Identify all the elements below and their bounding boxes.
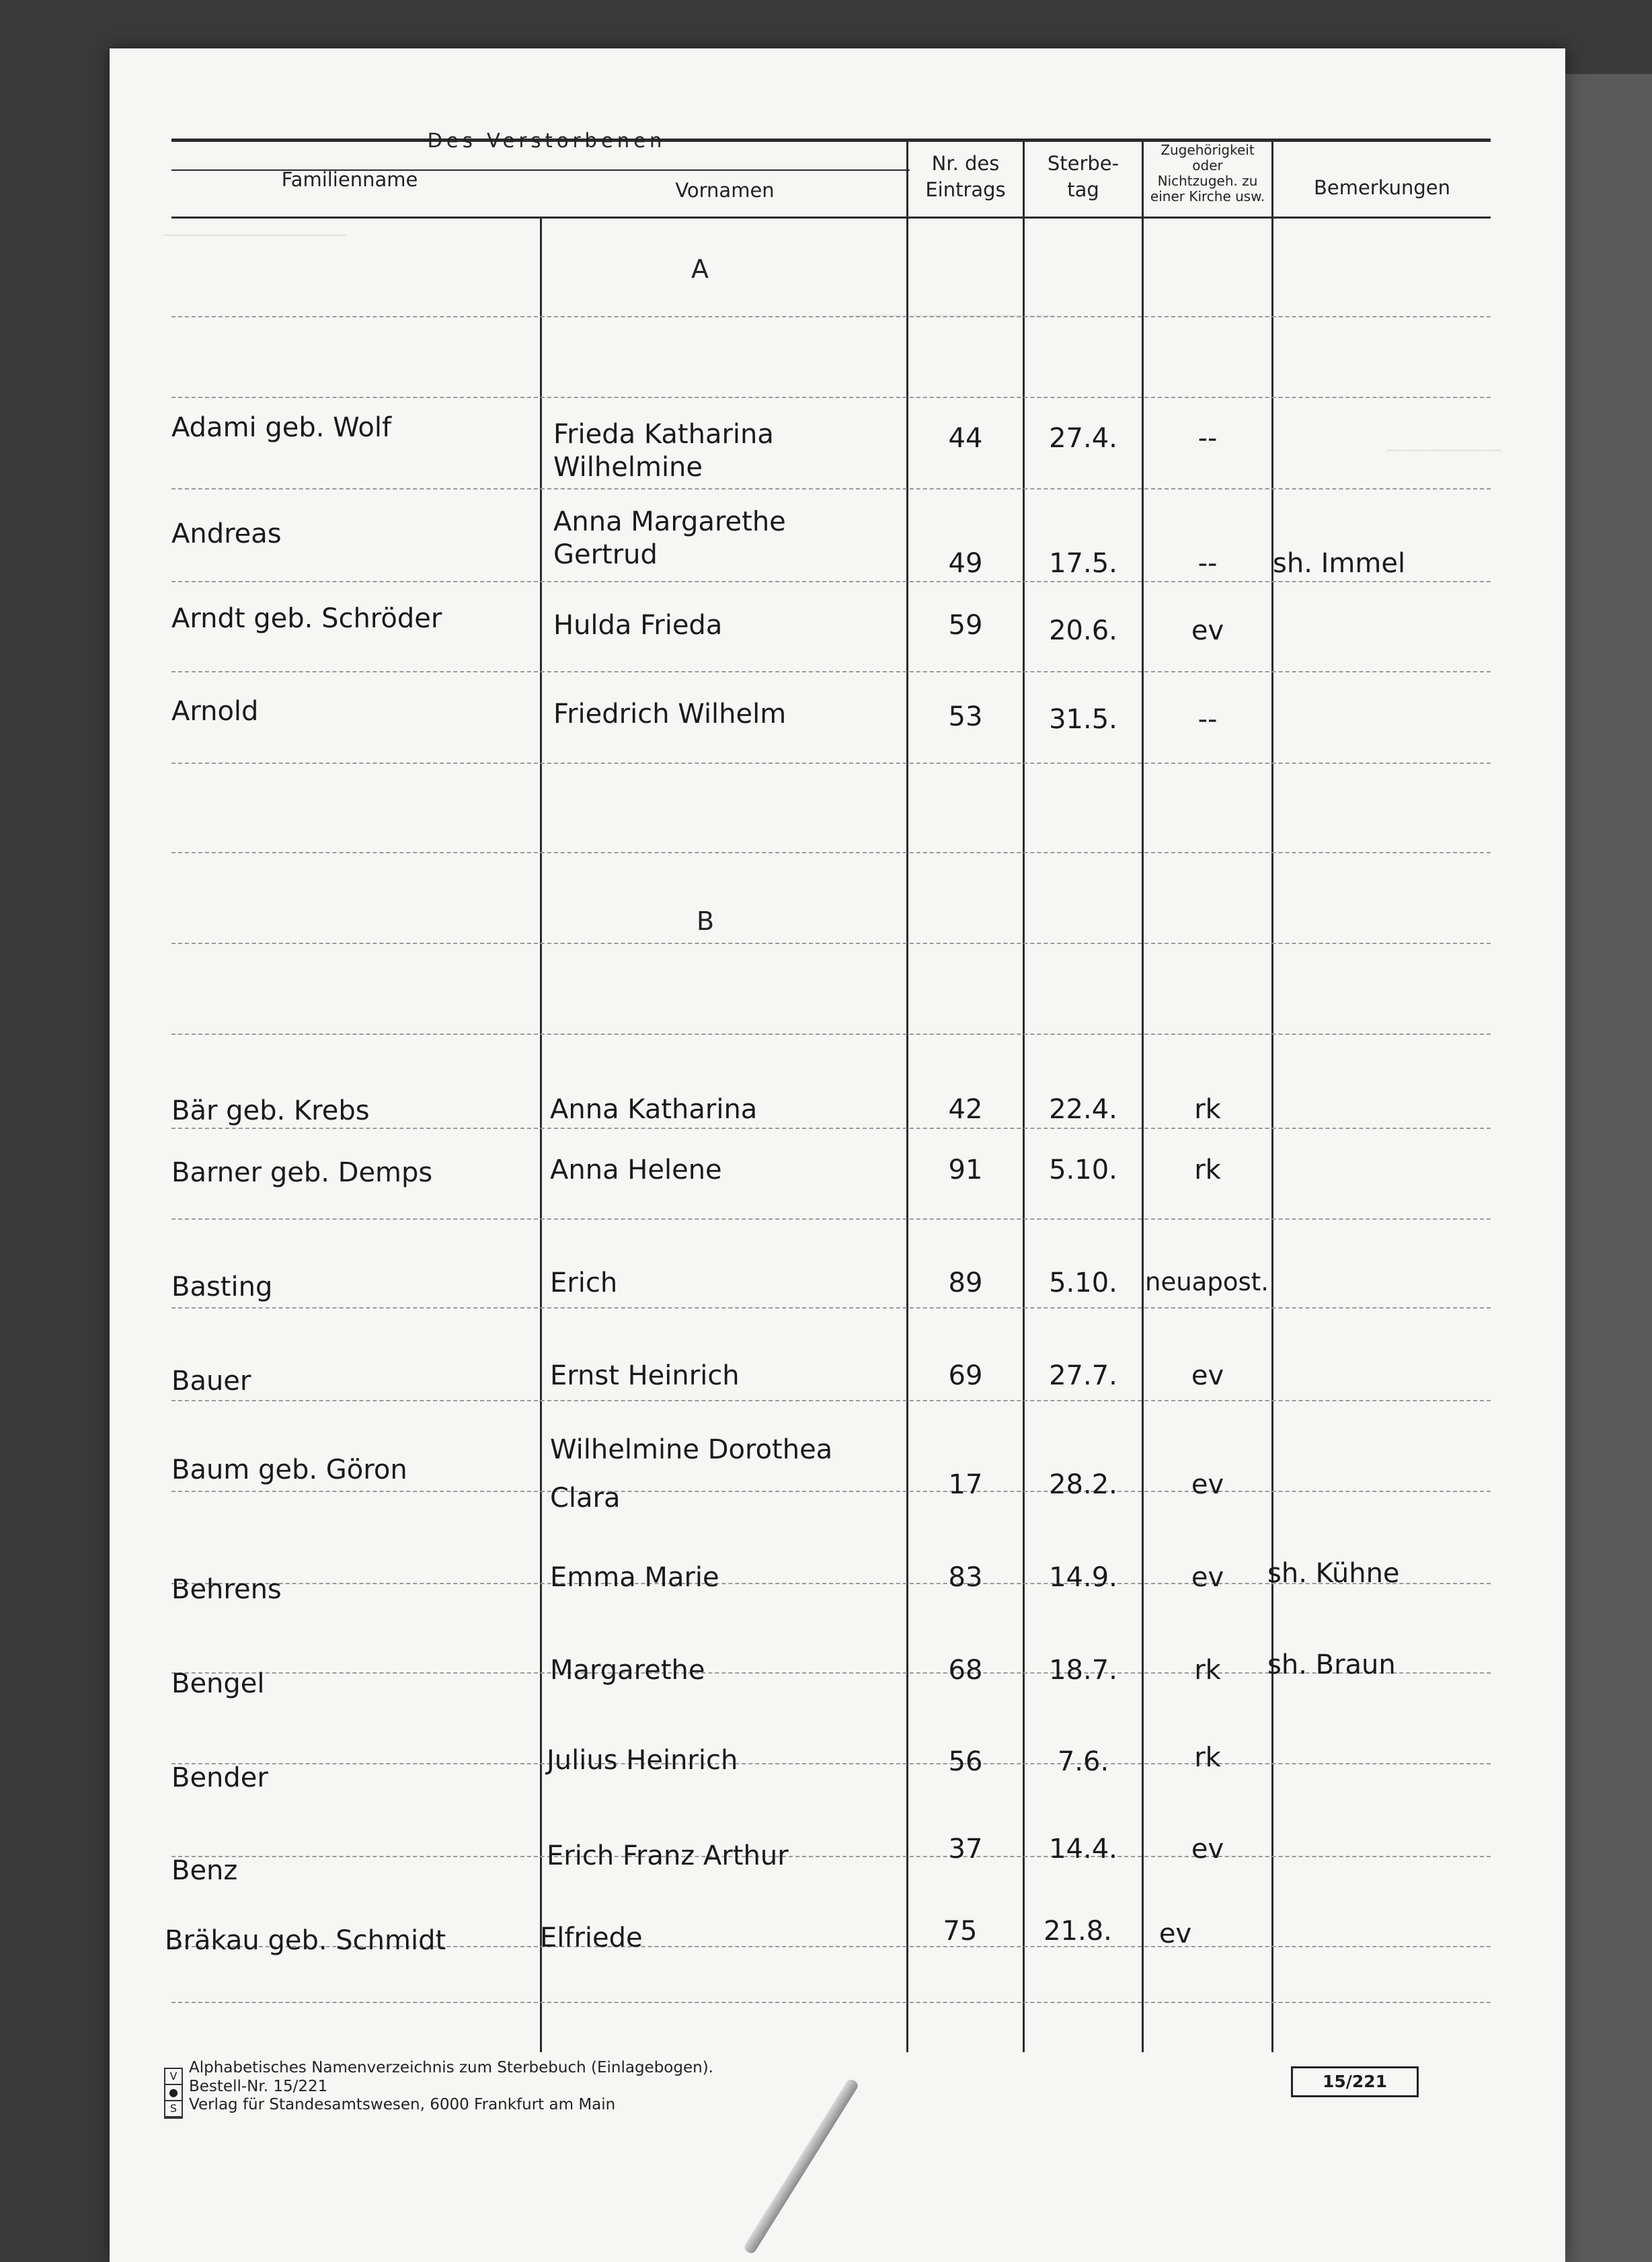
adjacent-page-edge [1565,74,1652,2262]
row-entry-number: 75 [943,1916,978,1947]
row-family-name: Bär geb. Krebs [171,1095,370,1126]
row-death-date: 28.2. [1049,1469,1117,1500]
row-church: rk [1194,1155,1221,1185]
divider-church-notes [1271,139,1273,2052]
row-church: ev [1191,615,1224,646]
row-church: ev [1158,1918,1192,1949]
row-family-name: Basting [171,1272,273,1302]
row-given-names: Ernst Heinrich [550,1360,740,1391]
row-church: ev [1191,1834,1224,1865]
footer-order-number: Bestell-Nr. 15/221 [189,2077,328,2095]
header-bottom-rule [171,217,1491,219]
row-death-date: 7.6. [1057,1746,1109,1777]
row-death-date: 20.6. [1049,615,1117,646]
row-family-name: Bräkau geb. Schmidt [165,1925,446,1956]
row-family-name: Behrens [171,1574,282,1605]
row-church: -- [1197,548,1218,579]
row-death-date: 18.7. [1049,1655,1117,1686]
row-death-date: 31.5. [1049,704,1117,735]
row-family-name: Adami geb. Wolf [171,412,392,443]
row-death-date: 5.10. [1049,1155,1117,1185]
row-death-date: 21.8. [1044,1916,1112,1947]
row-entry-number: 49 [948,548,983,579]
row-given-names: Anna Katharina [550,1094,758,1125]
row-church: neuapost. [1145,1268,1269,1296]
row-entry-number: 37 [948,1834,983,1865]
divider-nr-date [1023,139,1025,2052]
row-given-names: Frieda Katharina Wilhelmine [553,419,774,483]
footer-publisher: Verlag für Standesamtswesen, 6000 Frankfurt am Main [189,2096,616,2114]
row-entry-number: 53 [948,701,983,732]
header-group-label: Des Verstorbenen [427,129,666,152]
row-family-name: Baum geb. Göron [171,1454,407,1485]
row-family-name: Bender [171,1762,268,1793]
row-entry-number: 44 [948,423,983,454]
row-entry-number: 68 [948,1655,983,1686]
header-sterbetag: Sterbe- tag [1047,152,1119,202]
divider-family-given [540,217,542,2052]
row-entry-number: 42 [948,1094,983,1125]
row-family-name: Bauer [171,1366,251,1397]
row-entry-number: 17 [948,1469,983,1500]
row-church: ev [1191,1562,1224,1593]
row-death-date: 5.10. [1049,1268,1117,1298]
row-church: ev [1191,1360,1224,1391]
row-entry-number: 59 [948,610,983,641]
row-church: rk [1194,1742,1221,1773]
row-death-date: 22.4. [1049,1094,1117,1125]
row-given-names: Emma Marie [550,1562,719,1593]
row-church: rk [1194,1094,1221,1125]
row-death-date: 27.4. [1049,423,1117,454]
row-church: ev [1191,1469,1224,1500]
header-vornamen: Vornamen [675,179,775,202]
row-given-names: Margarethe [550,1655,705,1686]
row-given-names: Hulda Frieda [553,610,723,641]
row-entry-number: 91 [948,1155,983,1185]
register-page: ________________ __________________ __________ Des Verstorbenen Familienname Vornamen Nr. des Eintrags Sterbe- tag Zugehörigkeit oder Nichtzugeh. zu einer Kirche usw. Bemerkungen A B Adami geb. Wolf Frieda Katharina Wilhelmine 44 27.4. -- Andreas Anna Margarethe Gertrud 49 17.5. -- sh. Immel Arndt geb. Schröder Hulda Frieda 59 20.6. ev Arnold Friedrich Wilhelm 53 31.5. -- Bär geb. Krebs Anna Katharina 42 22.4. rk Barner geb. Demps Anna Helene 91 5.10. rk Basting Erich 89 5.10. neuapost. Bauer Ernst Heinrich 69 27.7. ev Baum geb. Göron Wilhelmine Dorothea Clara 17 28.2. ev Behrens Emma Marie 83 14.9. ev sh. Kühne Bengel Margarethe 68 18.7. rk sh. Braun Bender Julius Heinrich 56 7.6. rk Benz Erich Franz Arthur 37 14.4. ev Bräkau geb. Schmidt Elfriede 75 21.8. ev V ● S Alphabetisches Namenverzeichnis zum Sterbebuch (Einlagebogen). Bestell-Nr. 15/221 Verlag für Standesamtswesen, 6000 Frankfurt am Main 15/221 [110,48,1565,2262]
row-given-names: Wilhelmine Dorothea Clara [550,1434,833,1514]
form-footer [189,2059,713,2115]
row-death-date: 14.9. [1049,1562,1117,1593]
row-given-names: Erich [550,1268,618,1298]
header-nr-des-eintrags: Nr. des Eintrags [925,152,1006,202]
header-familienname: Familienname [281,168,418,191]
row-given-names: Elfriede [540,1922,643,1953]
row-family-name: Barner geb. Demps [171,1157,433,1188]
row-notes: sh. Immel [1273,548,1406,579]
row-given-names: Anna Helene [550,1155,722,1185]
row-death-date: 17.5. [1049,548,1117,579]
row-family-name: Bengel [171,1668,265,1699]
row-notes: sh. Kühne [1267,1558,1400,1589]
row-given-names: Erich Franz Arthur [547,1840,789,1871]
form-number-box: 15/221 [1291,2066,1419,2097]
header-kirchenzugehoerigkeit: Zugehörigkeit oder Nichtzugeh. zu einer Kirche usw. [1150,142,1265,204]
row-notes: sh. Braun [1267,1649,1396,1680]
row-death-date: 14.4. [1049,1834,1117,1865]
row-death-date: 27.7. [1049,1360,1117,1391]
row-family-name: Arnold [171,696,259,727]
row-church: rk [1194,1655,1221,1686]
section-letter-a: A [691,254,709,284]
row-entry-number: 89 [948,1268,983,1298]
row-entry-number: 69 [948,1360,983,1391]
row-given-names: Friedrich Wilhelm [553,699,787,730]
row-family-name: Andreas [171,518,282,549]
row-church: -- [1197,704,1218,735]
row-entry-number: 83 [948,1562,983,1593]
row-family-name: Arndt geb. Schröder [171,603,442,634]
row-family-name: Benz [171,1855,238,1886]
pen-tip-overlay [742,2078,859,2255]
section-letter-b: B [697,906,715,936]
header-bemerkungen: Bemerkungen [1313,176,1451,199]
row-given-names: Julius Heinrich [547,1745,738,1776]
row-church: -- [1197,423,1218,454]
row-given-names: Anna Margarethe Gertrud [553,506,786,570]
footer-title: Alphabetisches Namenverzeichnis zum Sterbebuch (Einlagebogen). [189,2059,713,2076]
row-entry-number: 56 [948,1746,983,1777]
publisher-logo-icon: V ● S [164,2068,183,2119]
